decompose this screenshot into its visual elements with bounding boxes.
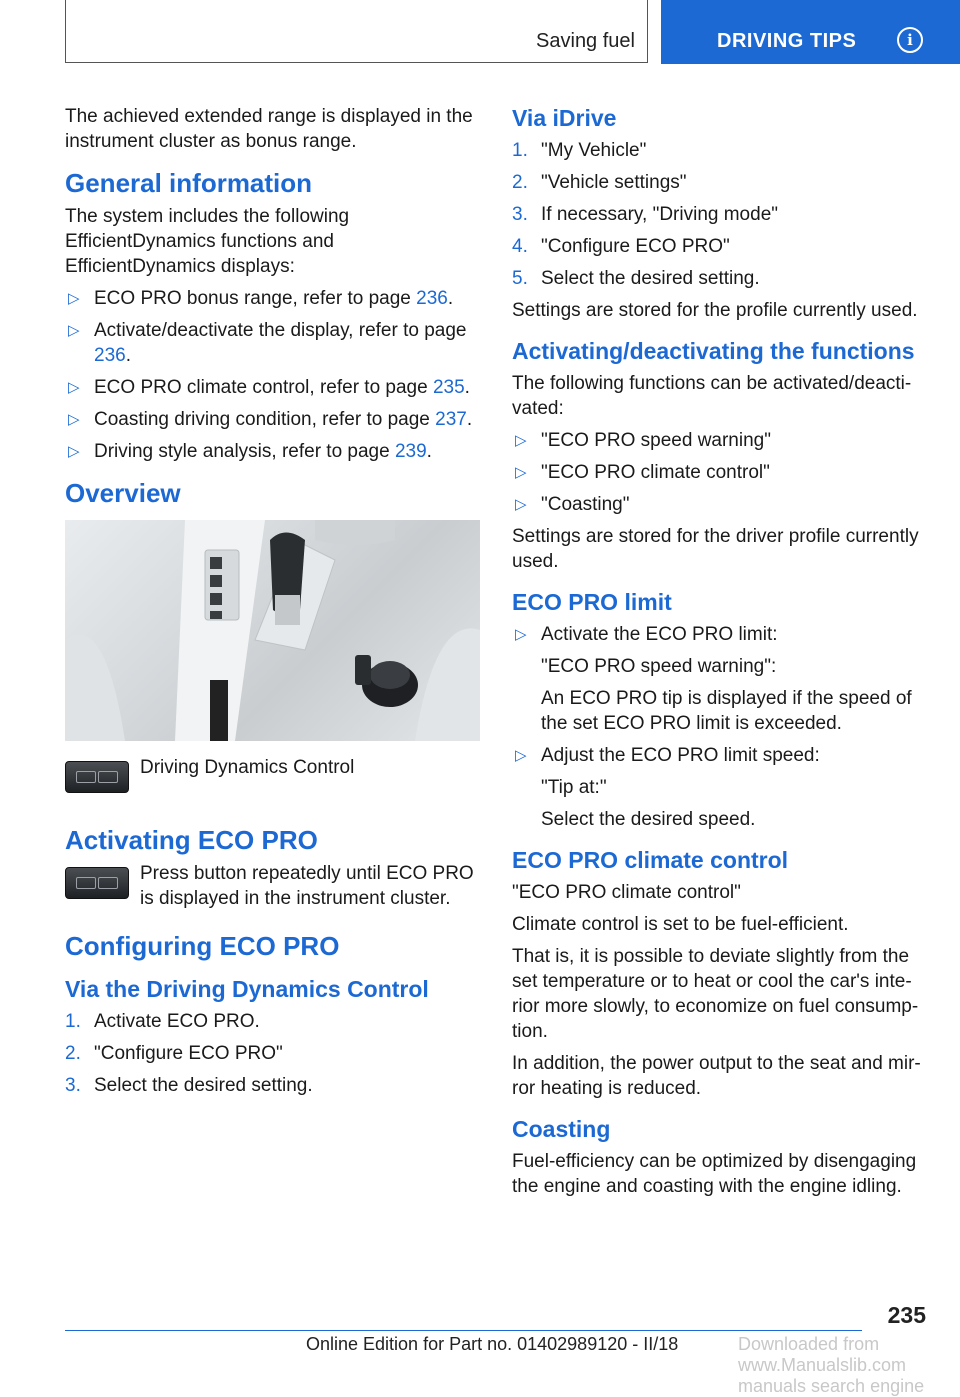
eco-pro-climate-control-heading: ECO PRO climate control [512,847,789,873]
list-item: 2. "Vehicle settings" [512,172,687,193]
bullet-triangle-icon: ▷ [68,411,80,428]
list-item: ▷ "ECO PRO climate control" [515,462,770,483]
activating-eco-pro-row [65,861,480,917]
ddc-steps-list [65,1009,480,1098]
page-number: 235 [887,1302,926,1328]
list-item: ▷ Driving style analysis, refer to page 239. [68,441,432,462]
page-link[interactable]: 235 [432,377,465,398]
activating-functions-text: The following functions can be activated/deacti‐vated: [512,373,912,419]
list-item: ▷ ECO PRO climate control, refer to page 235. [68,377,470,398]
activating-eco-pro-heading: Activating ECO PRO [65,825,318,855]
general-information-list [65,286,480,464]
page-link[interactable]: 237 [435,409,467,430]
list-item: 1. "My Vehicle" [512,140,647,161]
bullet-triangle-icon: ▷ [515,496,527,513]
list-item: 4. "Configure ECO PRO" [512,236,730,257]
climate-text-3: That is, it is possible to deviate slightly from the set temperature or to heat or cool the car's inte‐rior more slowly, to economize on fuel consump‐tion. [512,946,919,1042]
header-chapter-tab [661,0,960,64]
coasting-text: Fuel-efficiency can be optimized by disengaging the engine and coasting with the engine idling. [512,1151,917,1197]
list-item: 3. If necessary, "Driving mode" [512,204,778,225]
list-item: 2. "Configure ECO PRO" [65,1043,283,1064]
configuring-eco-pro-heading: Configuring ECO PRO [65,931,340,961]
activating-eco-pro-text: Press button repeatedly until ECO PRO is displayed in the instrument cluster. [140,863,474,909]
driving-dynamics-control-button-icon [65,761,129,793]
climate-text-2: Climate control is set to be fuel-efficient. [512,914,849,935]
driving-dynamics-control-button-icon [65,867,129,899]
eco-pro-limit-list [512,622,930,832]
left-column [65,104,480,1105]
list-item: ▷ Activate the ECO PRO limit: "ECO PRO speed warning": An ECO PRO tip is displayed if the speed of the set ECO PRO limit is exceeded. [515,624,912,734]
via-idrive-heading: Via iDrive [512,105,617,131]
page-link[interactable]: 239 [394,441,427,462]
footer-divider [65,1330,862,1331]
center-console-photo [65,520,480,741]
bullet-triangle-icon: ▷ [68,290,80,307]
general-information-text: The system includes the following EfficientDynamics functions and EfficientDynamics displays: [65,206,350,277]
activating-functions-list [512,428,930,517]
idrive-note: Settings are stored for the profile currently used. [512,300,918,321]
general-information-heading: General information [65,168,313,198]
driving-dynamics-control-caption: Driving Dynamics Control [140,757,355,778]
bullet-triangle-icon: ▷ [68,379,80,396]
center-console-illustration [65,520,480,741]
idrive-steps-list [512,138,930,291]
info-icon[interactable]: i [897,27,923,53]
activating-functions-heading: Activating/deactivating the functions [512,338,915,364]
header-chapter-title: DRIVING TIPS [717,30,857,52]
bullet-triangle-icon: ▷ [515,747,527,764]
list-item: 3. Select the desired setting. [65,1075,313,1096]
list-item: ▷ Activate/deactivate the display, refer to page 236. [68,320,467,366]
climate-text-1: "ECO PRO climate control" [512,882,741,903]
list-item: ▷ "ECO PRO speed warning" [515,430,771,451]
list-item: ▷ Adjust the ECO PRO limit speed: "Tip at:" Select the desired speed. [515,745,820,830]
list-item: ▷ ECO PRO bonus range, refer to page 236. [68,288,454,309]
bullet-triangle-icon: ▷ [68,443,80,460]
bullet-triangle-icon: ▷ [515,626,527,643]
edition-text: Online Edition for Part no. 01402989120 - II/18 [306,1334,679,1354]
activating-functions-note: Settings are stored for the driver profile currently used. [512,526,919,572]
bullet-triangle-icon: ▷ [515,432,527,449]
header-section-title: Saving fuel [536,30,635,52]
list-item: ▷ "Coasting" [515,494,630,515]
page-link[interactable]: 236 [94,345,126,366]
via-driving-dynamics-control-heading: Via the Driving Dynamics Control [65,976,429,1002]
list-item: 1. Activate ECO PRO. [65,1011,260,1032]
bullet-triangle-icon: ▷ [68,322,80,339]
overview-heading: Overview [65,478,181,508]
right-column [512,104,930,1206]
header-section-box [65,0,648,63]
intro-text: The achieved extended range is displayed in the instrument cluster as bonus range. [65,106,473,152]
bullet-triangle-icon: ▷ [515,464,527,481]
page-link[interactable]: 236 [416,288,448,309]
list-item: 5. Select the desired setting. [512,268,760,289]
coasting-heading: Coasting [512,1116,611,1142]
driving-dynamics-control-row [65,755,480,811]
eco-pro-limit-heading: ECO PRO limit [512,589,672,615]
list-item: ▷ Coasting driving condition, refer to page 237. [68,409,473,430]
climate-text-4: In addition, the power output to the seat and mir‐ror heating is reduced. [512,1053,921,1099]
watermark-text: Downloaded from www.Manualslib.com manuals search engine [738,1334,925,1396]
